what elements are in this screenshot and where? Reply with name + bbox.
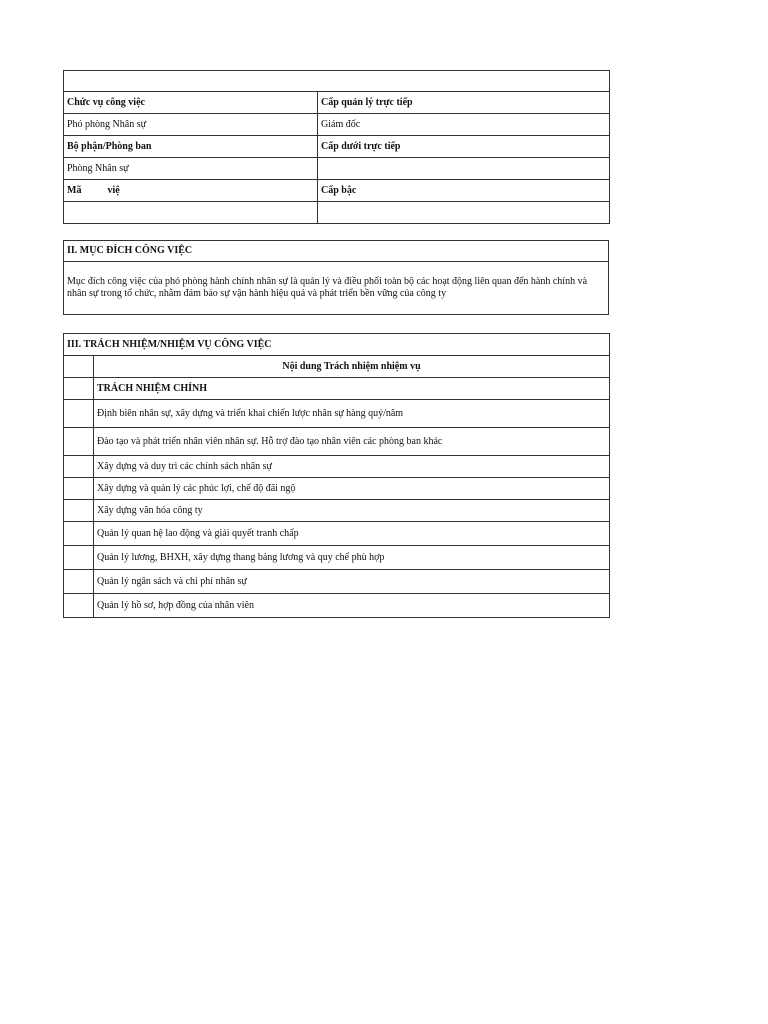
responsibility-item: Quản lý hồ sơ, hợp đồng của nhân viên bbox=[94, 594, 610, 618]
index-cell bbox=[64, 522, 94, 546]
job-code-label-a: Mã bbox=[67, 184, 82, 196]
index-cell bbox=[64, 570, 94, 594]
subordinate-label: Cấp dưới trực tiếp bbox=[318, 136, 610, 158]
index-cell bbox=[64, 594, 94, 618]
header-cell bbox=[64, 71, 610, 92]
job-code-label bbox=[64, 180, 318, 202]
job-title-value: Phó phòng Nhân sự bbox=[64, 114, 318, 136]
table-row bbox=[64, 114, 610, 136]
level-value bbox=[318, 202, 610, 224]
purpose-table bbox=[63, 240, 609, 315]
table-row bbox=[64, 202, 610, 224]
index-cell bbox=[64, 546, 94, 570]
table-row bbox=[64, 478, 610, 500]
responsibility-item: Quản lý lương, BHXH, xây dựng thang bảng lương và quy chế phù hợp bbox=[94, 546, 610, 570]
table-row bbox=[64, 92, 610, 114]
responsibility-item: Xây dựng và quản lý các phúc lợi, chế độ đãi ngộ bbox=[94, 478, 610, 500]
job-title-label: Chức vụ công việc bbox=[64, 92, 318, 114]
job-code-label-b: việ bbox=[107, 184, 120, 196]
responsibilities-table bbox=[63, 333, 610, 618]
table-row bbox=[64, 158, 610, 180]
index-cell bbox=[64, 478, 94, 500]
table-row bbox=[64, 241, 609, 262]
table-row bbox=[64, 456, 610, 478]
job-code-value bbox=[64, 202, 318, 224]
table-row bbox=[64, 522, 610, 546]
department-value: Phòng Nhân sự bbox=[64, 158, 318, 180]
table-row bbox=[64, 334, 610, 356]
index-cell bbox=[64, 428, 94, 456]
responsibility-item: Quản lý ngân sách và chi phí nhân sự bbox=[94, 570, 610, 594]
responsibilities-heading: III. TRÁCH NHIỆM/NHIỆM VỤ CÔNG VIỆC bbox=[64, 334, 610, 356]
table-row bbox=[64, 136, 610, 158]
index-cell bbox=[64, 456, 94, 478]
index-cell bbox=[64, 400, 94, 428]
responsibility-item: Xây dựng văn hóa công ty bbox=[94, 500, 610, 522]
section-label: TRÁCH NHIỆM CHÍNH bbox=[94, 378, 610, 400]
table-row bbox=[64, 262, 609, 315]
table-row bbox=[64, 356, 610, 378]
responsibility-item: Xây dựng và duy trì các chính sách nhân sự bbox=[94, 456, 610, 478]
column-header: Nội dung Trách nhiệm nhiệm vụ bbox=[94, 356, 610, 378]
table-row bbox=[64, 500, 610, 522]
table-row bbox=[64, 570, 610, 594]
responsibility-item: Định biên nhân sự, xây dựng và triển khai chiến lược nhân sự hàng quý/năm bbox=[94, 400, 610, 428]
subordinate-value bbox=[318, 158, 610, 180]
index-cell bbox=[64, 500, 94, 522]
purpose-heading: II. MỤC ĐÍCH CÔNG VIỆC bbox=[64, 241, 609, 262]
responsibility-item: Quản lý quan hệ lao động và giải quyết tranh chấp bbox=[94, 522, 610, 546]
table-row bbox=[64, 71, 610, 92]
table-row bbox=[64, 400, 610, 428]
table-row bbox=[64, 546, 610, 570]
index-cell bbox=[64, 378, 94, 400]
manager-label: Cấp quản lý trực tiếp bbox=[318, 92, 610, 114]
job-info-table bbox=[63, 70, 610, 224]
manager-value: Giám đốc bbox=[318, 114, 610, 136]
index-cell bbox=[64, 356, 94, 378]
level-label: Cấp bậc bbox=[318, 180, 610, 202]
purpose-text: Mục đích công việc của phó phòng hành chính nhân sự là quản lý và điều phối toàn bộ các hoạt động liên quan đến hành chính và nhân sự trong tổ chức, nhằm đảm bảo sự vận hành hiệu quả và phát triển bền vững của công ty bbox=[64, 262, 609, 315]
table-row bbox=[64, 428, 610, 456]
table-row bbox=[64, 180, 610, 202]
responsibility-item: Đào tạo và phát triển nhân viên nhân sự. Hỗ trợ đào tạo nhân viên các phòng ban khác bbox=[94, 428, 610, 456]
table-row bbox=[64, 594, 610, 618]
table-row bbox=[64, 378, 610, 400]
department-label: Bộ phận/Phòng ban bbox=[64, 136, 318, 158]
